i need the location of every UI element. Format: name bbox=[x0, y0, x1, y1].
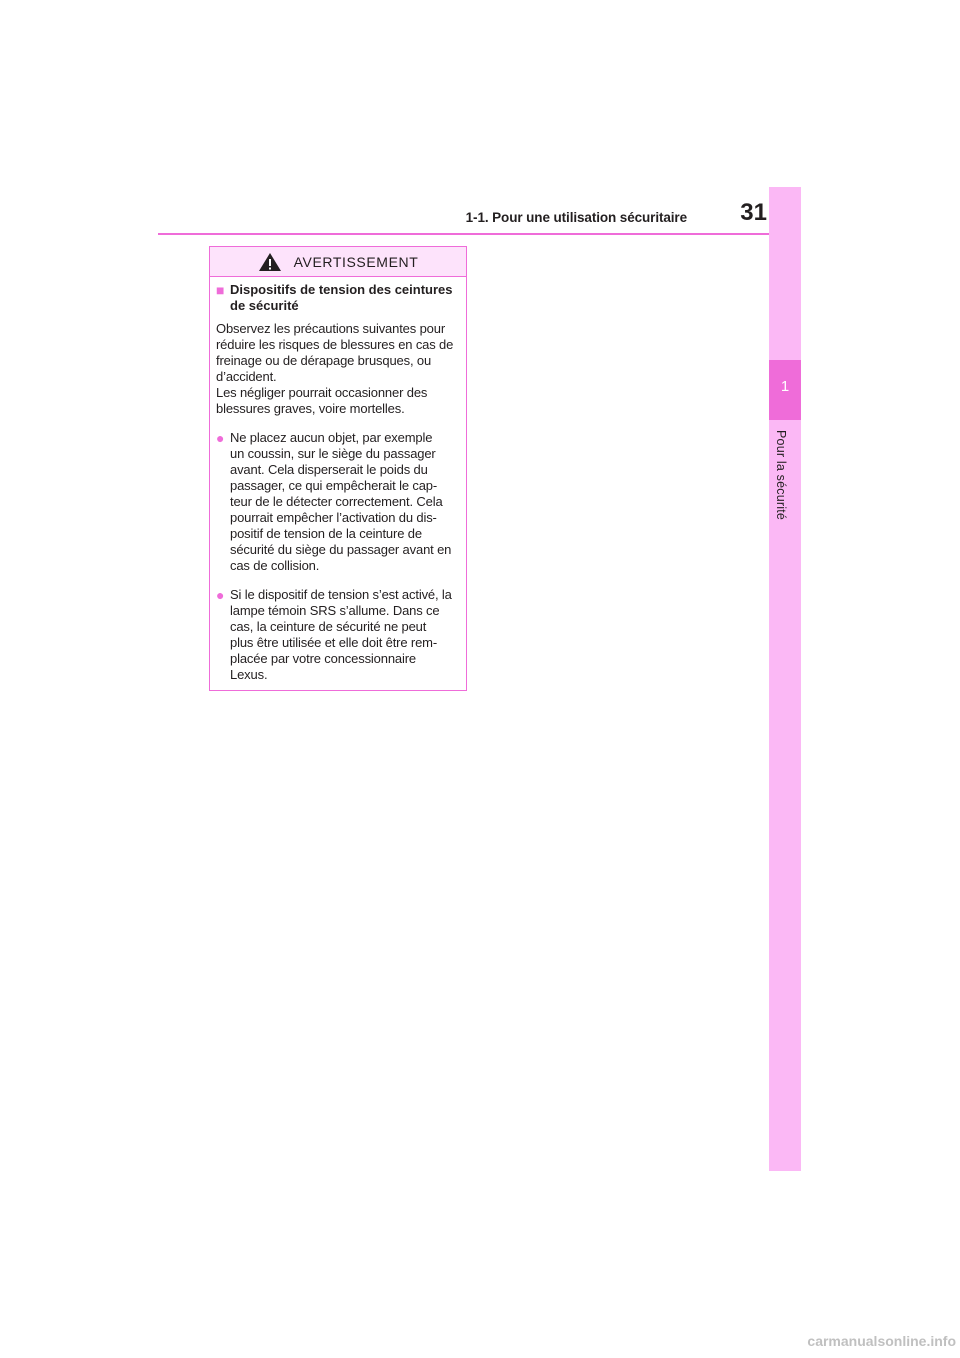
warning-subheading bbox=[216, 282, 457, 314]
bullet-line: positif de tension de la ceinture de bbox=[230, 526, 422, 541]
intro-line: blessures graves, voire mortelles. bbox=[216, 401, 405, 416]
intro-line: d’accident. bbox=[216, 369, 277, 384]
watermark: carmanualsonline.info bbox=[807, 1333, 956, 1349]
chapter-tab-strip bbox=[769, 187, 801, 1171]
bullet-line: cas de collision. bbox=[230, 558, 320, 573]
warning-intro bbox=[216, 321, 457, 417]
header-rule bbox=[158, 233, 769, 235]
bullet-line: teur de le détecter correctement. Cela bbox=[230, 494, 443, 509]
square-bullet-icon: ■ bbox=[216, 282, 225, 298]
warning-box bbox=[209, 246, 467, 691]
warning-header bbox=[210, 247, 466, 277]
bullet-line: Lexus. bbox=[230, 667, 268, 682]
bullet-line: Si le dispositif de tension s’est activé, la bbox=[230, 587, 452, 602]
bullet-line: sécurité du siège du passager avant en bbox=[230, 542, 452, 557]
warning-label: AVERTISSEMENT bbox=[293, 253, 419, 270]
bullet-item bbox=[216, 430, 457, 574]
chapter-title: Pour la sécurité bbox=[774, 430, 788, 521]
bullet-item bbox=[216, 587, 457, 683]
bullet-line: plus être utilisée et elle doit être rem- bbox=[230, 635, 438, 650]
page-number: 31 bbox=[740, 199, 767, 226]
intro-line: Les négliger pourrait occasionner des bbox=[216, 385, 428, 400]
warning-body bbox=[210, 277, 466, 683]
intro-line: Observez les précautions suivantes pour bbox=[216, 321, 445, 336]
round-bullet-icon: ● bbox=[216, 430, 225, 446]
bullet-line: lampe témoin SRS s’allume. Dans ce bbox=[230, 603, 440, 618]
bullet-line: passager, ce qui empêcherait le cap- bbox=[230, 478, 438, 493]
intro-line: réduire les risques de blessures en cas de bbox=[216, 337, 454, 352]
bullet-line: pourrait empêcher l’activation du dis- bbox=[230, 510, 437, 525]
section-title: 1-1. Pour une utilisation sécuritaire bbox=[465, 210, 687, 225]
round-bullet-icon: ● bbox=[216, 587, 225, 603]
warning-triangle-icon bbox=[258, 252, 282, 272]
subheading-line: Dispositifs de tension des ceintures bbox=[230, 282, 453, 297]
bullet-line: un coussin, sur le siège du passager bbox=[230, 446, 436, 461]
chapter-number: 1 bbox=[780, 378, 790, 395]
intro-line: freinage ou de dérapage brusques, ou bbox=[216, 353, 432, 368]
bullet-line: Ne placez aucun objet, par exemple bbox=[230, 430, 433, 445]
subheading-line: de sécurité bbox=[230, 298, 299, 313]
bullet-line: cas, la ceinture de sécurité ne peut bbox=[230, 619, 427, 634]
bullet-line: placée par votre concessionnaire bbox=[230, 651, 416, 666]
bullet-lines bbox=[230, 430, 451, 574]
bullet-line: avant. Cela disperserait le poids du bbox=[230, 462, 428, 477]
bullet-lines bbox=[230, 587, 452, 683]
